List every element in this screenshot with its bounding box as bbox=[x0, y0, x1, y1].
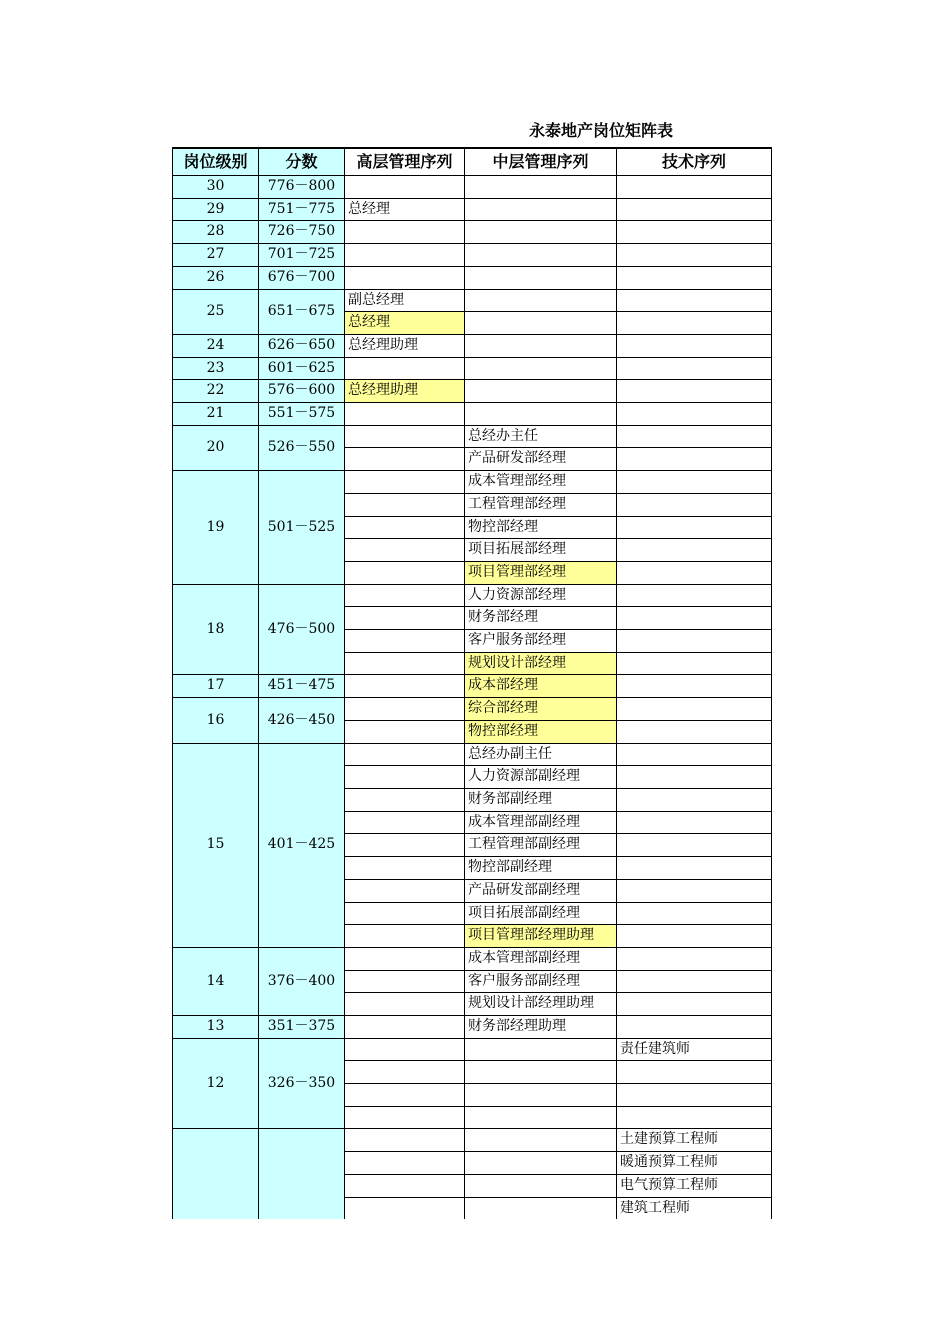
header-row bbox=[173, 148, 772, 176]
score-cell: 401－425 bbox=[259, 743, 345, 947]
middle-position-cell bbox=[465, 266, 617, 289]
technical-position-cell bbox=[617, 788, 772, 811]
level-cell: 16 bbox=[173, 698, 259, 743]
level-cell: 26 bbox=[173, 266, 259, 289]
level-cell: 27 bbox=[173, 244, 259, 267]
table-row bbox=[173, 334, 772, 357]
header-level: 岗位级别 bbox=[173, 148, 259, 176]
middle-position-cell: 产品研发部副经理 bbox=[465, 879, 617, 902]
technical-position-cell: 暖通预算工程师 bbox=[617, 1152, 772, 1175]
middle-position-cell bbox=[465, 244, 617, 267]
senior-position-cell: 总经理助理 bbox=[345, 380, 465, 403]
senior-position-cell: 副总经理 bbox=[345, 289, 465, 312]
table-row bbox=[173, 675, 772, 698]
middle-position-cell bbox=[465, 221, 617, 244]
senior-position-cell bbox=[345, 970, 465, 993]
technical-position-cell bbox=[617, 925, 772, 948]
middle-position-cell: 综合部经理 bbox=[465, 698, 617, 721]
level-cell: 25 bbox=[173, 289, 259, 334]
level-cell: 24 bbox=[173, 334, 259, 357]
technical-position-cell bbox=[617, 720, 772, 743]
table-row bbox=[173, 584, 772, 607]
level-cell: 14 bbox=[173, 947, 259, 1015]
middle-position-cell bbox=[465, 289, 617, 312]
senior-position-cell bbox=[345, 221, 465, 244]
middle-position-cell bbox=[465, 380, 617, 403]
middle-position-cell: 人力资源部副经理 bbox=[465, 766, 617, 789]
technical-position-cell bbox=[617, 198, 772, 221]
technical-position-cell bbox=[617, 334, 772, 357]
level-cell: 30 bbox=[173, 176, 259, 199]
middle-position-cell: 成本管理部经理 bbox=[465, 471, 617, 494]
middle-position-cell: 财务部经理助理 bbox=[465, 1016, 617, 1039]
senior-position-cell: 总经理 bbox=[345, 198, 465, 221]
technical-position-cell bbox=[617, 993, 772, 1016]
senior-position-cell: 总经理 bbox=[345, 312, 465, 335]
technical-position-cell bbox=[617, 1016, 772, 1039]
technical-position-cell bbox=[617, 652, 772, 675]
technical-position-cell bbox=[617, 221, 772, 244]
middle-position-cell: 人力资源部经理 bbox=[465, 584, 617, 607]
table-row bbox=[173, 357, 772, 380]
technical-position-cell bbox=[617, 357, 772, 380]
technical-position-cell bbox=[617, 516, 772, 539]
technical-position-cell bbox=[617, 879, 772, 902]
level-cell: 19 bbox=[173, 471, 259, 585]
middle-position-cell bbox=[465, 198, 617, 221]
technical-position-cell: 电气预算工程师 bbox=[617, 1174, 772, 1197]
score-cell: 351－375 bbox=[259, 1016, 345, 1039]
senior-position-cell bbox=[345, 698, 465, 721]
middle-position-cell: 物控部经理 bbox=[465, 516, 617, 539]
senior-position-cell bbox=[345, 1016, 465, 1039]
table-row bbox=[173, 403, 772, 426]
level-cell bbox=[173, 1129, 259, 1219]
table-row bbox=[173, 244, 772, 267]
level-cell: 15 bbox=[173, 743, 259, 947]
middle-position-cell bbox=[465, 1129, 617, 1152]
senior-position-cell: 总经理助理 bbox=[345, 334, 465, 357]
middle-position-cell: 财务部副经理 bbox=[465, 788, 617, 811]
senior-position-cell bbox=[345, 493, 465, 516]
senior-position-cell bbox=[345, 425, 465, 448]
senior-position-cell bbox=[345, 834, 465, 857]
matrix-body bbox=[173, 176, 772, 1220]
senior-position-cell bbox=[345, 1152, 465, 1175]
level-cell: 29 bbox=[173, 198, 259, 221]
middle-position-cell bbox=[465, 357, 617, 380]
senior-position-cell bbox=[345, 1129, 465, 1152]
table-row bbox=[173, 698, 772, 721]
senior-position-cell bbox=[345, 561, 465, 584]
technical-position-cell bbox=[617, 630, 772, 653]
middle-position-cell: 成本部经理 bbox=[465, 675, 617, 698]
middle-position-cell: 项目管理部经理助理 bbox=[465, 925, 617, 948]
level-cell: 23 bbox=[173, 357, 259, 380]
senior-position-cell bbox=[345, 448, 465, 471]
table-row bbox=[173, 289, 772, 312]
technical-position-cell bbox=[617, 244, 772, 267]
score-cell: 526－550 bbox=[259, 425, 345, 470]
senior-position-cell bbox=[345, 743, 465, 766]
technical-position-cell bbox=[617, 834, 772, 857]
senior-position-cell bbox=[345, 879, 465, 902]
technical-position-cell bbox=[617, 698, 772, 721]
technical-position-cell bbox=[617, 493, 772, 516]
technical-position-cell bbox=[617, 970, 772, 993]
middle-position-cell bbox=[465, 312, 617, 335]
senior-position-cell bbox=[345, 403, 465, 426]
technical-position-cell bbox=[617, 425, 772, 448]
senior-position-cell bbox=[345, 1084, 465, 1107]
technical-position-cell bbox=[617, 857, 772, 880]
middle-position-cell bbox=[465, 1197, 617, 1219]
position-matrix-table bbox=[172, 147, 772, 1219]
level-cell: 28 bbox=[173, 221, 259, 244]
technical-position-cell: 土建预算工程师 bbox=[617, 1129, 772, 1152]
middle-position-cell: 工程管理部经理 bbox=[465, 493, 617, 516]
senior-position-cell bbox=[345, 1061, 465, 1084]
level-cell: 21 bbox=[173, 403, 259, 426]
table-row bbox=[173, 1129, 772, 1152]
technical-position-cell bbox=[617, 561, 772, 584]
score-cell: 626－650 bbox=[259, 334, 345, 357]
score-cell: 476－500 bbox=[259, 584, 345, 675]
score-cell: 676－700 bbox=[259, 266, 345, 289]
technical-position-cell bbox=[617, 471, 772, 494]
score-cell: 651－675 bbox=[259, 289, 345, 334]
technical-position-cell bbox=[617, 380, 772, 403]
level-cell: 17 bbox=[173, 675, 259, 698]
technical-position-cell bbox=[617, 743, 772, 766]
table-row bbox=[173, 1016, 772, 1039]
score-cell: 701－725 bbox=[259, 244, 345, 267]
technical-position-cell bbox=[617, 539, 772, 562]
technical-position-cell bbox=[617, 312, 772, 335]
middle-position-cell bbox=[465, 1038, 617, 1061]
senior-position-cell bbox=[345, 516, 465, 539]
table-row bbox=[173, 471, 772, 494]
middle-position-cell: 规划设计部经理助理 bbox=[465, 993, 617, 1016]
score-cell: 726－750 bbox=[259, 221, 345, 244]
level-cell: 12 bbox=[173, 1038, 259, 1129]
middle-position-cell: 规划设计部经理 bbox=[465, 652, 617, 675]
table-row bbox=[173, 176, 772, 199]
senior-position-cell bbox=[345, 266, 465, 289]
score-cell: 326－350 bbox=[259, 1038, 345, 1129]
middle-position-cell bbox=[465, 403, 617, 426]
middle-position-cell bbox=[465, 1152, 617, 1175]
technical-position-cell bbox=[617, 811, 772, 834]
senior-position-cell bbox=[345, 176, 465, 199]
middle-position-cell: 项目拓展部副经理 bbox=[465, 902, 617, 925]
table-row bbox=[173, 425, 772, 448]
technical-position-cell: 责任建筑师 bbox=[617, 1038, 772, 1061]
score-cell bbox=[259, 1129, 345, 1219]
technical-position-cell bbox=[617, 766, 772, 789]
senior-position-cell bbox=[345, 1174, 465, 1197]
senior-position-cell bbox=[345, 1038, 465, 1061]
middle-position-cell: 项目拓展部经理 bbox=[465, 539, 617, 562]
score-cell: 551－575 bbox=[259, 403, 345, 426]
level-cell: 22 bbox=[173, 380, 259, 403]
technical-position-cell bbox=[617, 289, 772, 312]
technical-position-cell bbox=[617, 266, 772, 289]
technical-position-cell bbox=[617, 1106, 772, 1129]
technical-position-cell bbox=[617, 902, 772, 925]
technical-position-cell bbox=[617, 947, 772, 970]
middle-position-cell: 工程管理部副经理 bbox=[465, 834, 617, 857]
middle-position-cell: 总经办副主任 bbox=[465, 743, 617, 766]
senior-position-cell bbox=[345, 471, 465, 494]
technical-position-cell bbox=[617, 403, 772, 426]
table-row bbox=[173, 198, 772, 221]
table-row bbox=[173, 947, 772, 970]
level-cell: 13 bbox=[173, 1016, 259, 1039]
middle-position-cell bbox=[465, 334, 617, 357]
score-cell: 426－450 bbox=[259, 698, 345, 743]
technical-position-cell bbox=[617, 176, 772, 199]
level-cell: 18 bbox=[173, 584, 259, 675]
senior-position-cell bbox=[345, 357, 465, 380]
score-cell: 501－525 bbox=[259, 471, 345, 585]
middle-position-cell bbox=[465, 1084, 617, 1107]
header-score: 分数 bbox=[259, 148, 345, 176]
senior-position-cell bbox=[345, 675, 465, 698]
middle-position-cell: 成本管理部副经理 bbox=[465, 947, 617, 970]
technical-position-cell bbox=[617, 1061, 772, 1084]
middle-position-cell: 产品研发部经理 bbox=[465, 448, 617, 471]
senior-position-cell bbox=[345, 766, 465, 789]
senior-position-cell bbox=[345, 607, 465, 630]
technical-position-cell bbox=[617, 584, 772, 607]
middle-position-cell: 物控部经理 bbox=[465, 720, 617, 743]
middle-position-cell bbox=[465, 1174, 617, 1197]
middle-position-cell bbox=[465, 176, 617, 199]
technical-position-cell bbox=[617, 448, 772, 471]
senior-position-cell bbox=[345, 1197, 465, 1219]
level-cell: 20 bbox=[173, 425, 259, 470]
senior-position-cell bbox=[345, 244, 465, 267]
senior-position-cell bbox=[345, 811, 465, 834]
middle-position-cell bbox=[465, 1106, 617, 1129]
senior-position-cell bbox=[345, 947, 465, 970]
middle-position-cell bbox=[465, 1061, 617, 1084]
score-cell: 576－600 bbox=[259, 380, 345, 403]
middle-position-cell: 客户服务部副经理 bbox=[465, 970, 617, 993]
table-row bbox=[173, 743, 772, 766]
senior-position-cell bbox=[345, 720, 465, 743]
senior-position-cell bbox=[345, 925, 465, 948]
senior-position-cell bbox=[345, 902, 465, 925]
table-row bbox=[173, 1038, 772, 1061]
senior-position-cell bbox=[345, 857, 465, 880]
page-title: 永泰地产岗位矩阵表 bbox=[529, 121, 674, 140]
middle-position-cell: 物控部副经理 bbox=[465, 857, 617, 880]
table-row bbox=[173, 266, 772, 289]
senior-position-cell bbox=[345, 1106, 465, 1129]
senior-position-cell bbox=[345, 539, 465, 562]
middle-position-cell: 项目管理部经理 bbox=[465, 561, 617, 584]
technical-position-cell bbox=[617, 675, 772, 698]
score-cell: 776－800 bbox=[259, 176, 345, 199]
table-row bbox=[173, 380, 772, 403]
score-cell: 601－625 bbox=[259, 357, 345, 380]
technical-position-cell bbox=[617, 1084, 772, 1107]
senior-position-cell bbox=[345, 788, 465, 811]
header-middle-management: 中层管理序列 bbox=[465, 148, 617, 176]
middle-position-cell: 成本管理部副经理 bbox=[465, 811, 617, 834]
header-technical: 技术序列 bbox=[617, 148, 772, 176]
senior-position-cell bbox=[345, 652, 465, 675]
senior-position-cell bbox=[345, 630, 465, 653]
score-cell: 751－775 bbox=[259, 198, 345, 221]
score-cell: 376－400 bbox=[259, 947, 345, 1015]
technical-position-cell: 建筑工程师 bbox=[617, 1197, 772, 1219]
middle-position-cell: 客户服务部经理 bbox=[465, 630, 617, 653]
table-row bbox=[173, 221, 772, 244]
middle-position-cell: 财务部经理 bbox=[465, 607, 617, 630]
score-cell: 451－475 bbox=[259, 675, 345, 698]
middle-position-cell: 总经办主任 bbox=[465, 425, 617, 448]
header-senior-management: 高层管理序列 bbox=[345, 148, 465, 176]
senior-position-cell bbox=[345, 993, 465, 1016]
technical-position-cell bbox=[617, 607, 772, 630]
senior-position-cell bbox=[345, 584, 465, 607]
